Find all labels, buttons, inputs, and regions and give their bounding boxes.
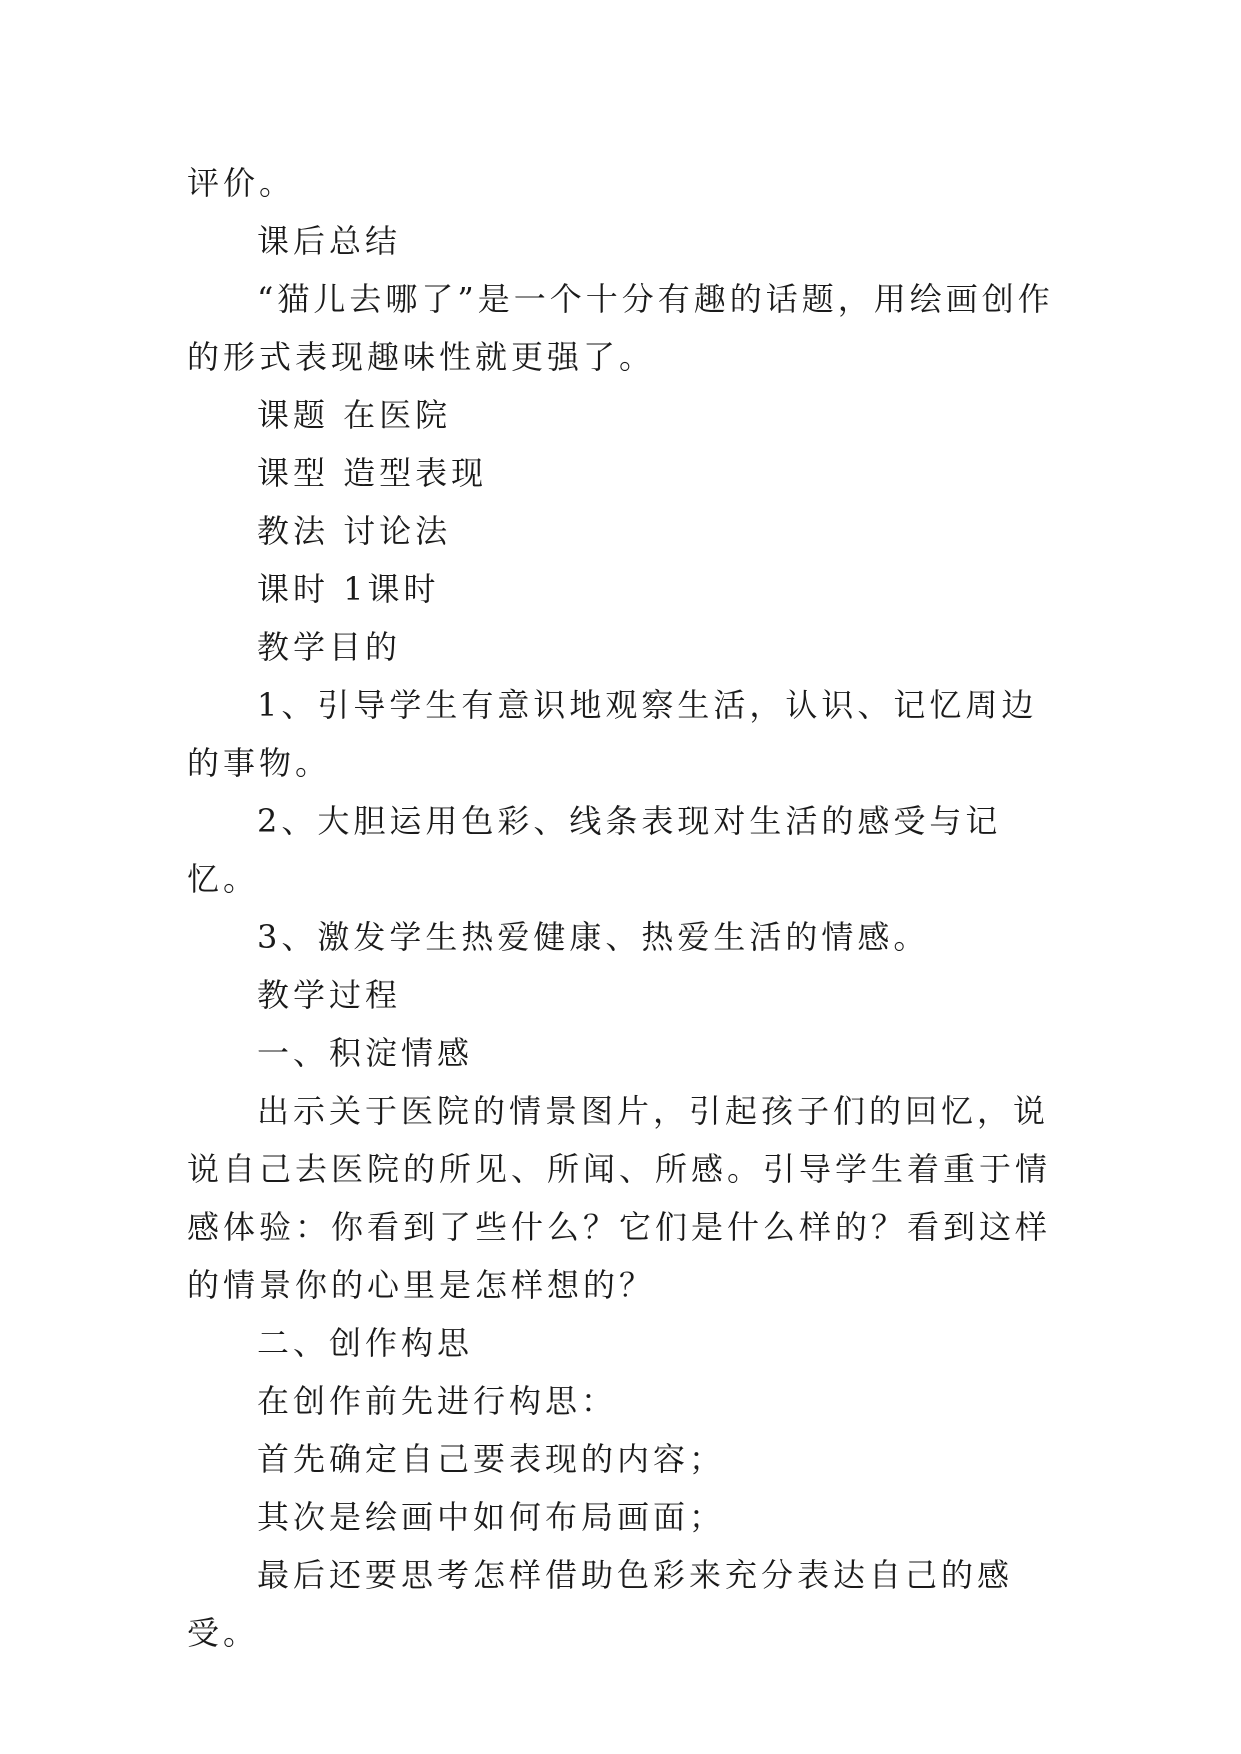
process-step-2-intro: 在创作前先进行构思： [257, 1382, 618, 1420]
document-body [187, 154, 1057, 1662]
paragraph-evaluation-end: 评价。 [187, 164, 296, 202]
heading-teaching-goals: 教学目的 [257, 628, 402, 666]
heading-teaching-process: 教学过程 [257, 976, 402, 1014]
goal-item-3: 3、激发学生热爱健康、热爱生活的情感。 [257, 918, 930, 956]
process-step-2-title: 二、创作构思 [257, 1324, 474, 1362]
class-hours: 课时 1课时 [257, 570, 440, 608]
lesson-type: 课型 造型表现 [257, 454, 488, 492]
paragraph-summary: “猫儿去哪了”是一个十分有趣的话题，用绘画创作的形式表现趣味性就更强了。 [187, 280, 1054, 376]
teaching-method: 教法 讨论法 [257, 512, 452, 550]
process-step-2-last: 最后还要思考怎样借助色彩来充分表达自己的感受。 [187, 1556, 1014, 1652]
process-step-1-body: 出示关于医院的情景图片，引起孩子们的回忆，说说自己去医院的所见、所闻、所感。引导学生着重于情感体验：你看到了些什么？它们是什么样的？看到这样的情景你的心里是怎样想的？ [187, 1092, 1052, 1304]
process-step-2-first: 首先确定自己要表现的内容； [257, 1440, 726, 1478]
process-step-2-second: 其次是绘画中如何布局画面； [257, 1498, 726, 1536]
goal-item-1: 1、引导学生有意识地观察生活，认识、记忆周边的事物。 [187, 686, 1038, 782]
heading-after-class-summary: 课后总结 [257, 222, 402, 260]
lesson-topic: 课题 在医院 [257, 396, 452, 434]
process-step-1-title: 一、积淀情感 [257, 1034, 474, 1072]
goal-item-2: 2、大胆运用色彩、线条表现对生活的感受与记忆。 [187, 802, 1002, 898]
